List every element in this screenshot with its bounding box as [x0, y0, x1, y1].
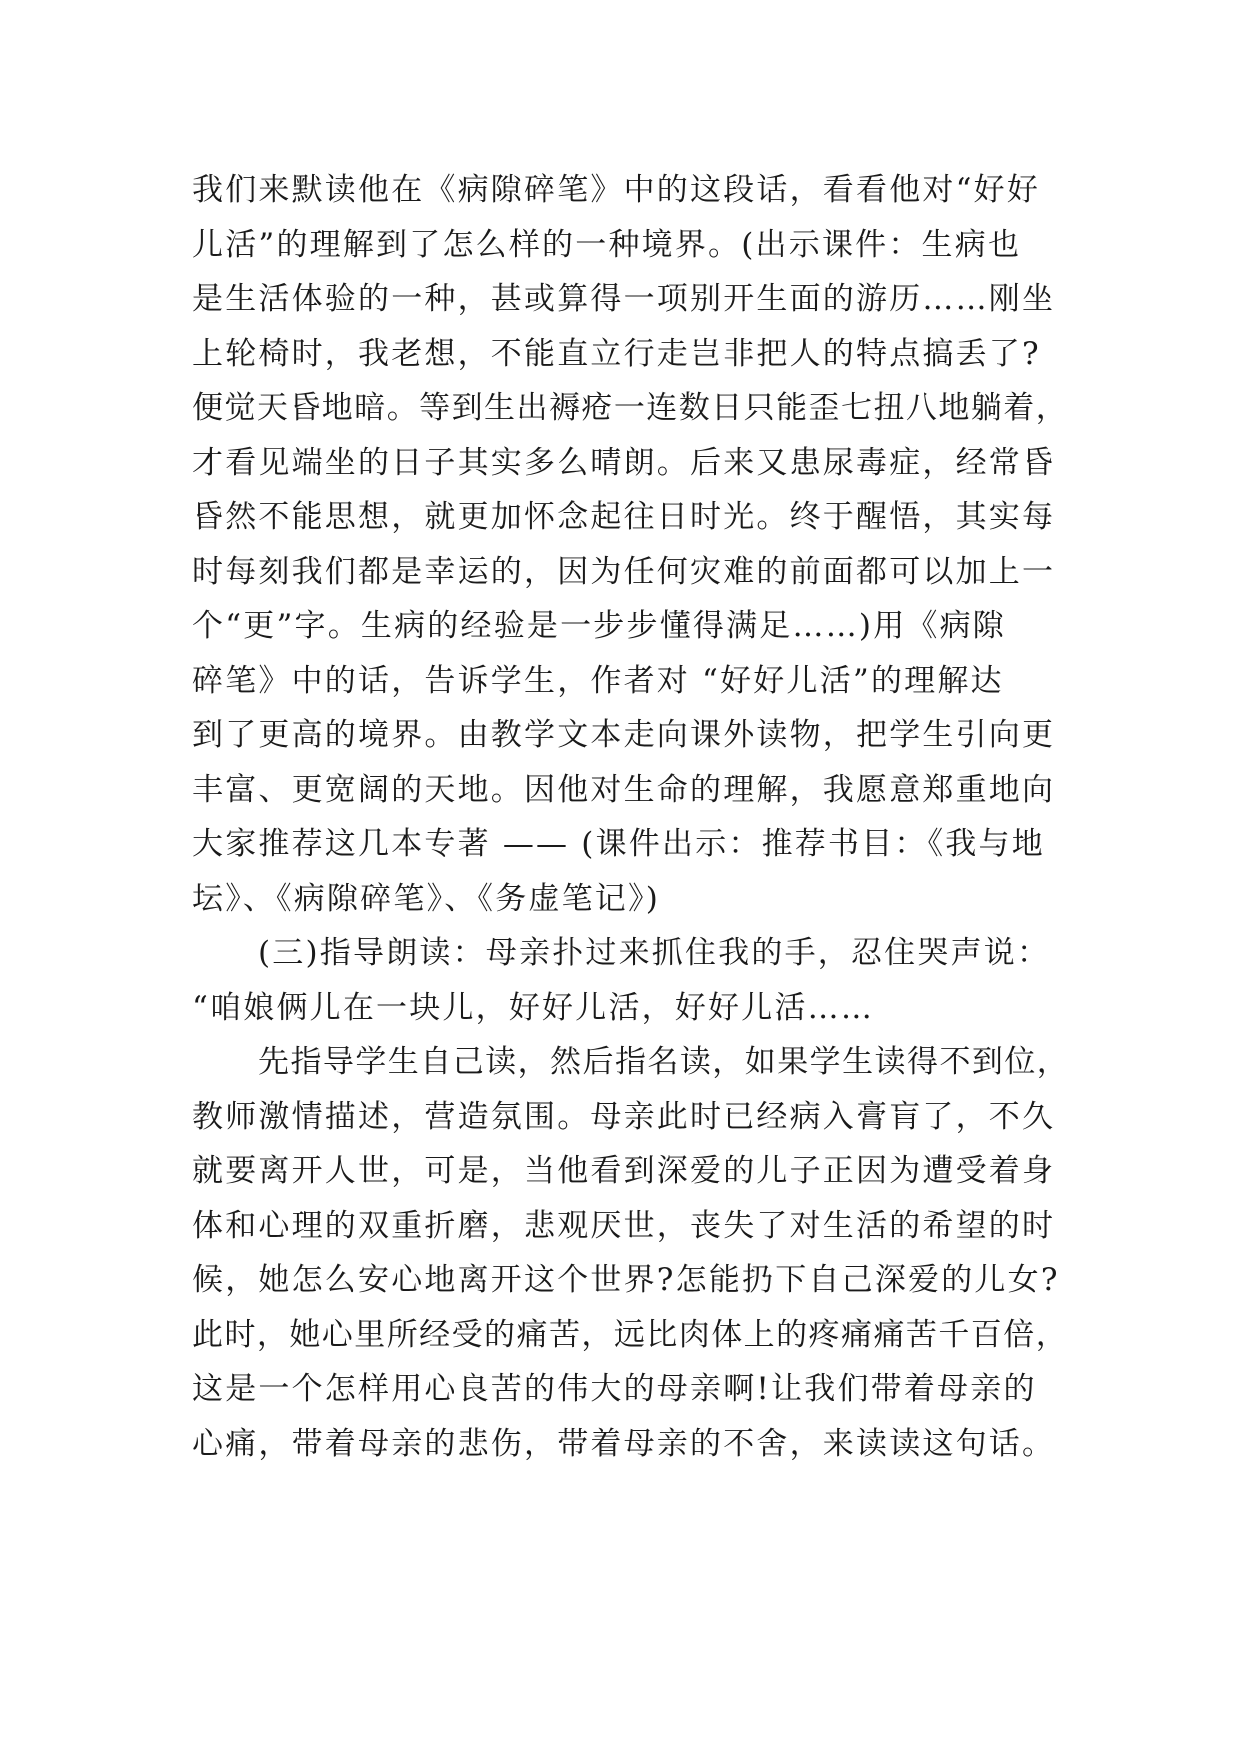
- text-line: 此时，她心里所经受的痛苦，远比肉体上的疼痛痛苦千百倍，: [192, 1316, 1069, 1353]
- text-line: 大家推荐这几本专著 —— (课件出示：推荐书目：《我与地: [192, 826, 1045, 862]
- text-line: 便觉天昏地暗。等到生出褥疮一连数日只能歪七扭八地躺着，: [192, 390, 1069, 426]
- text-line: 上轮椅时，我老想，不能直立行走岂非把人的特点搞丢了?: [192, 335, 1041, 372]
- text-line: 就要离开人世，可是，当他看到深爱的儿子正因为遭受着身: [192, 1153, 1056, 1189]
- body-text: [192, 163, 1072, 1471]
- text-line: 个“更”字。生病的经验是一步步懂得满足……)用《病隙: [192, 608, 1006, 644]
- paragraph-first-line: 先指导学生自己读，然后指名读，如果学生读得不到位，: [258, 1044, 1070, 1080]
- text-line: 丰富、更宽阔的天地。因他对生命的理解，我愿意郑重地向: [192, 771, 1056, 808]
- quote-line: “咱娘俩儿在一块儿，好好儿活，好好儿活……: [192, 989, 875, 1026]
- text-line: 到了更高的境界。由教学文本走向课外读物，把学生引向更: [192, 717, 1056, 753]
- text-line: 教师激情描述，营造氛围。母亲此时已经病入膏肓了，不久: [192, 1098, 1056, 1135]
- text-line: 是生活体验的一种，甚或算得一项别开生面的游历……刚坐: [192, 281, 1056, 317]
- section-heading-line: (三)指导朗读：母亲扑过来抓住我的手，忍住哭声说：: [258, 935, 1051, 971]
- text-line: 坛》、《病隙碎笔》、《务虚笔记》): [192, 880, 660, 917]
- text-line: 我们来默读他在《病隙碎笔》中的这段话，看看他对“好好: [192, 172, 1041, 208]
- text-line: 才看见端坐的日子其实多么晴朗。后来又患尿毒症，经常昏: [192, 444, 1056, 481]
- text-line: 候，她怎么安心地离开这个世界?怎能扔下自己深爱的儿女?: [192, 1262, 1060, 1298]
- text-line: 心痛，带着母亲的悲伤，带着母亲的不舍，来读读这句话。: [192, 1425, 1056, 1462]
- text-line: 这是一个怎样用心良苦的伟大的母亲啊!让我们带着母亲的: [192, 1371, 1037, 1407]
- text-line: 昏然不能思想，就更加怀念起往日时光。终于醒悟，其实每: [192, 499, 1056, 535]
- text-line: 儿活”的理解到了怎么样的一种境界。(出示课件：生病也: [192, 226, 1022, 263]
- text-line: 时每刻我们都是幸运的，因为任何灾难的前面都可以加上一: [192, 553, 1056, 590]
- text-line: 体和心理的双重折磨，悲观厌世，丧失了对生活的希望的时: [192, 1207, 1056, 1244]
- text-line: 碎笔》中的话，告诉学生，作者对 “好好儿活”的理解达: [192, 662, 1004, 699]
